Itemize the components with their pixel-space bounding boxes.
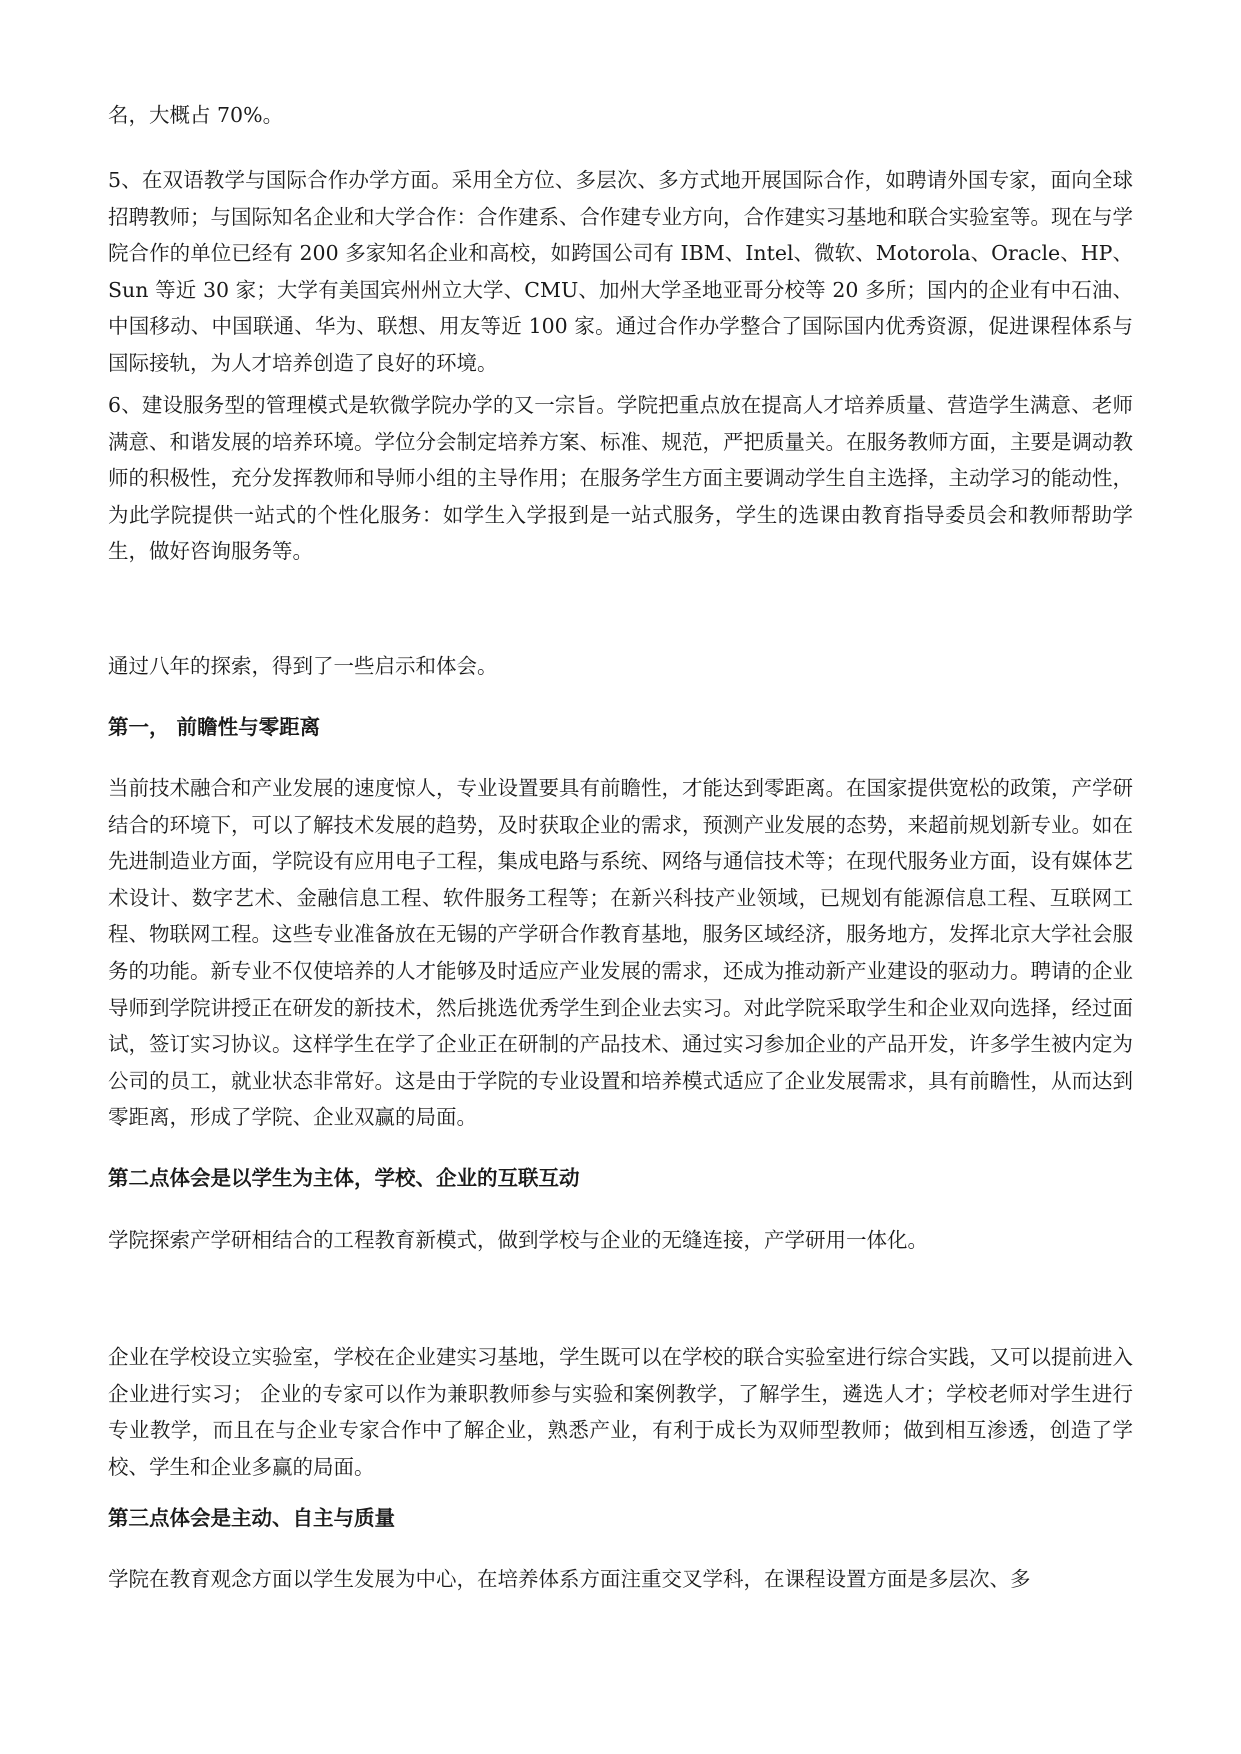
paragraph-international-cooperation: 5、在双语教学与国际合作办学方面。采用全方位、多层次、多方式地开展国际合作，如聘请外国专家，面向全球招聘教师；与国际知名企业和大学合作：合作建系、合作建专业方向，合作建实习基地和联合实验室等。现在与学院合作的单位已经有 200 多家知名企业和高校，如跨国公司有 IBM、Intel、微软、Motorola、Oracle、HP、Sun 等近 30 家；大学有美国宾州州立大学、CMU、加州大学圣地亚哥分校等 20 多所；国内的企业有中石油、中国移动、中国联通、华为、联想、用友等近 100 家。通过合作办学整合了国际国内优秀资源，促进课程体系与国际接轨，为人才培养创造了良好的环境。 — [108, 168, 1133, 375]
heading-first-insight: 第一， 前瞻性与零距离 — [108, 715, 321, 739]
paragraph-intro-insights: 通过八年的探索，得到了一些启示和体会。 — [108, 654, 498, 678]
paragraph-education-concept: 学院在教育观念方面以学生发展为中心，在培养体系方面注重交叉学科，在课程设置方面是多层次、多 — [108, 1567, 1031, 1591]
heading-third-insight: 第三点体会是主动、自主与质量 — [108, 1506, 395, 1530]
paragraph-foresight: 当前技术融合和产业发展的速度惊人，专业设置要具有前瞻性，才能达到零距离。在国家提供宽松的政策，产学研结合的环境下，可以了解技术发展的趋势，及时获取企业的需求，预测产业发展的态势，来超前规划新专业。如在先进制造业方面，学院设有应用电子工程，集成电路与系统、网络与通信技术等；在现代服务业方面，设有媒体艺术设计、数字艺术、金融信息工程、软件服务工程等；在新兴科技产业领域，已规划有能源信息工程、互联网工程、物联网工程。这些专业准备放在无锡的产学研合作教育基地，服务区域经济，服务地方，发挥北京大学社会服务的功能。新专业不仅使培养的人才能够及时适应产业发展的需求，还成为推动新产业建设的驱动力。聘请的企业导师到学院讲授正在研发的新技术，然后挑选优秀学生到企业去实习。对此学院采取学生和企业双向选择，经过面试，签订实习协议。这样学生在学了企业正在研制的产品技术、通过实习参加企业的产品开发，许多学生被内定为公司的员工，就业状态非常好。这是由于学院的专业设置和培养模式适应了企业发展需求，具有前瞻性，从而达到零距离，形成了学院、企业双赢的局面。 — [108, 776, 1133, 1130]
paragraph-seamless-connection: 学院探索产学研相结合的工程教育新模式，做到学校与企业的无缝连接，产学研用一体化。 — [108, 1228, 928, 1252]
paragraph-labs-and-bases: 企业在学校设立实验室，学校在企业建实习基地，学生既可以在学校的联合实验室进行综合实践，又可以提前进入企业进行实习； 企业的专家可以作为兼职教师参与实验和案例教学，了解学生，遴选人才；学校老师对学生进行专业教学，而且在与企业专家合作中了解企业，熟悉产业，有利于成长为双师型教师；做到相互渗透，创造了学校、学生和企业多赢的局面。 — [108, 1345, 1133, 1479]
paragraph-continuation: 名，大概占 70%。 — [108, 103, 284, 127]
heading-second-insight: 第二点体会是以学生为主体，学校、企业的互联互动 — [108, 1166, 580, 1190]
paragraph-service-management: 6、建设服务型的管理模式是软微学院办学的又一宗旨。学院把重点放在提高人才培养质量、营造学生满意、老师满意、和谐发展的培养环境。学位分会制定培养方案、标准、规范，严把质量关。在服务教师方面，主要是调动教师的积极性，充分发挥教师和导师小组的主导作用；在服务学生方面主要调动学生自主选择，主动学习的能动性，为此学院提供一站式的个性化服务：如学生入学报到是一站式服务，学生的选课由教育指导委员会和教师帮助学生，做好咨询服务等。 — [108, 393, 1133, 564]
